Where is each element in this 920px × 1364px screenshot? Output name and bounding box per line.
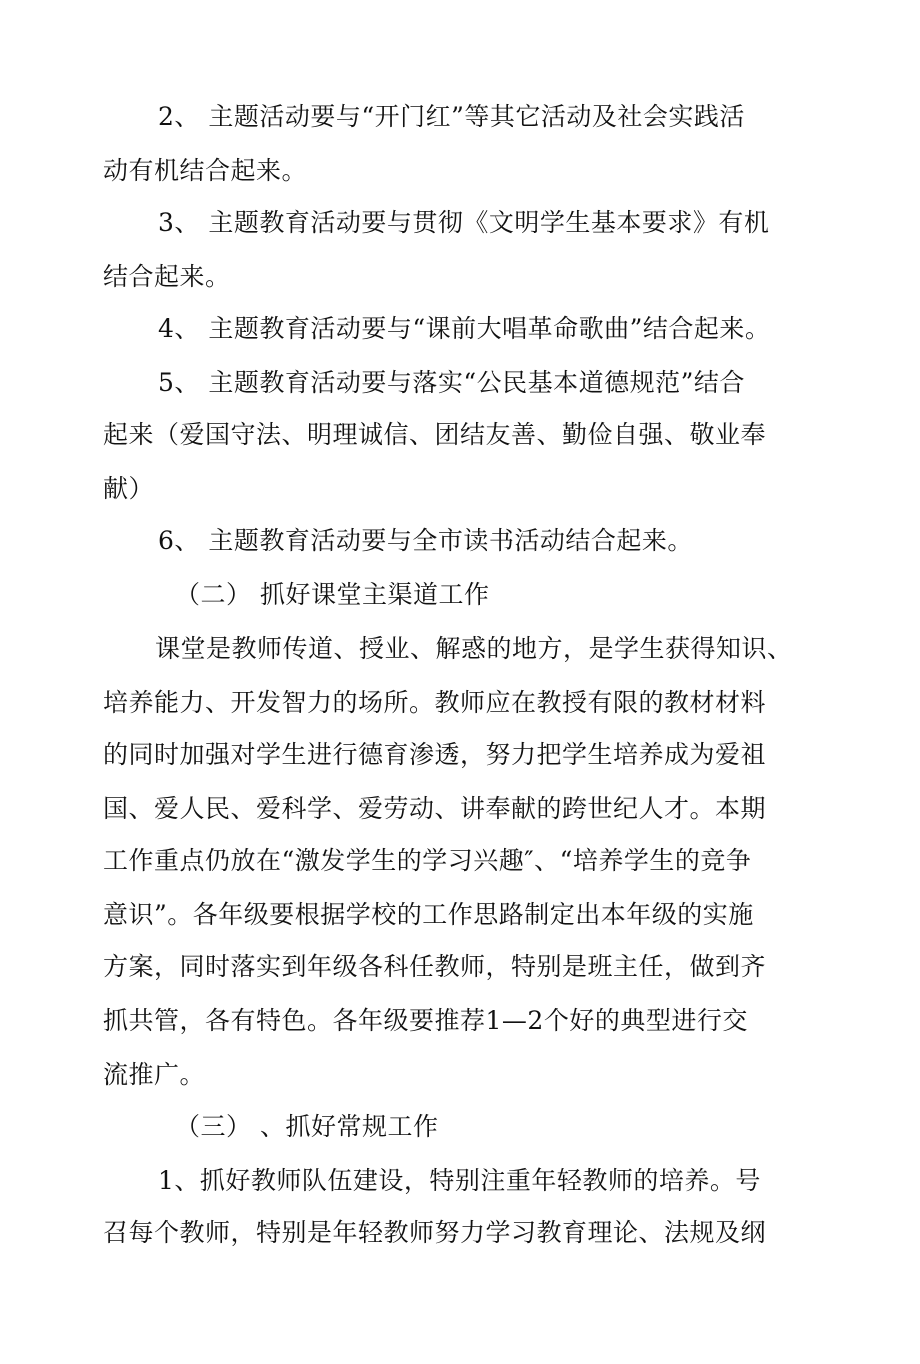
item-2-line-2: 动有机结合起来。 (103, 156, 308, 185)
paragraph-classroom-line-3: 的同时加强对学生进行德育渗透，努力把学生培养成为爱祖 (103, 740, 767, 769)
paragraph-routine-line-1: 1、抓好教师队伍建设，特别注重年轻教师的培养。号 (158, 1166, 761, 1195)
item-4-line-1: 4、 主题教育活动要与“课前大唱革命歌曲”结合起来。 (158, 314, 771, 343)
paragraph-classroom-line-9: 流推广。 (103, 1060, 206, 1089)
item-5-line-1: 5、 主题教育活动要与落实“公民基本道德规范”结合 (158, 368, 745, 397)
item-5-line-2: 起来（爱国守法、明理诚信、团结友善、勤俭自强、敬业奉 (103, 420, 767, 449)
item-3-line-1: 3、 主题教育活动要与贯彻《文明学生基本要求》有机 (158, 208, 770, 237)
item-3-line-2: 结合起来。 (103, 262, 231, 291)
paragraph-routine-line-2: 召每个教师，特别是年轻教师努力学习教育理论、法规及纲 (103, 1218, 767, 1247)
paragraph-classroom-line-7: 方案，同时落实到年级各科任教师，特别是班主任，做到齐 (103, 952, 767, 981)
paragraph-classroom-line-1: 课堂是教师传道、授业、解惑的地方，是学生获得知识、 (155, 634, 793, 663)
section-3-heading: （三） 、抓好常规工作 (175, 1112, 439, 1141)
paragraph-classroom-line-8: 抓共管，各有特色。各年级要推荐1—2个好的典型进行交 (103, 1006, 748, 1035)
item-6-line-1: 6、 主题教育活动要与全市读书活动结合起来。 (158, 526, 693, 555)
section-2-heading: （二） 抓好课堂主渠道工作 (175, 580, 490, 609)
item-2-line-1: 2、 主题活动要与“开门红”等其它活动及社会实践活 (158, 102, 745, 131)
paragraph-classroom-line-2: 培养能力、开发智力的场所。教师应在教授有限的教材材料 (103, 688, 767, 717)
item-5-line-3: 献） (103, 474, 155, 503)
paragraph-classroom-line-6: 意识”。各年级要根据学校的工作思路制定出本年级的实施 (103, 900, 754, 929)
paragraph-classroom-line-5: 工作重点仍放在“激发学生的学习兴趣″、“培养学生的竞争 (103, 846, 752, 875)
paragraph-classroom-line-4: 国、爱人民、爱科学、爱劳动、讲奉献的跨世纪人才。本期 (103, 794, 767, 823)
